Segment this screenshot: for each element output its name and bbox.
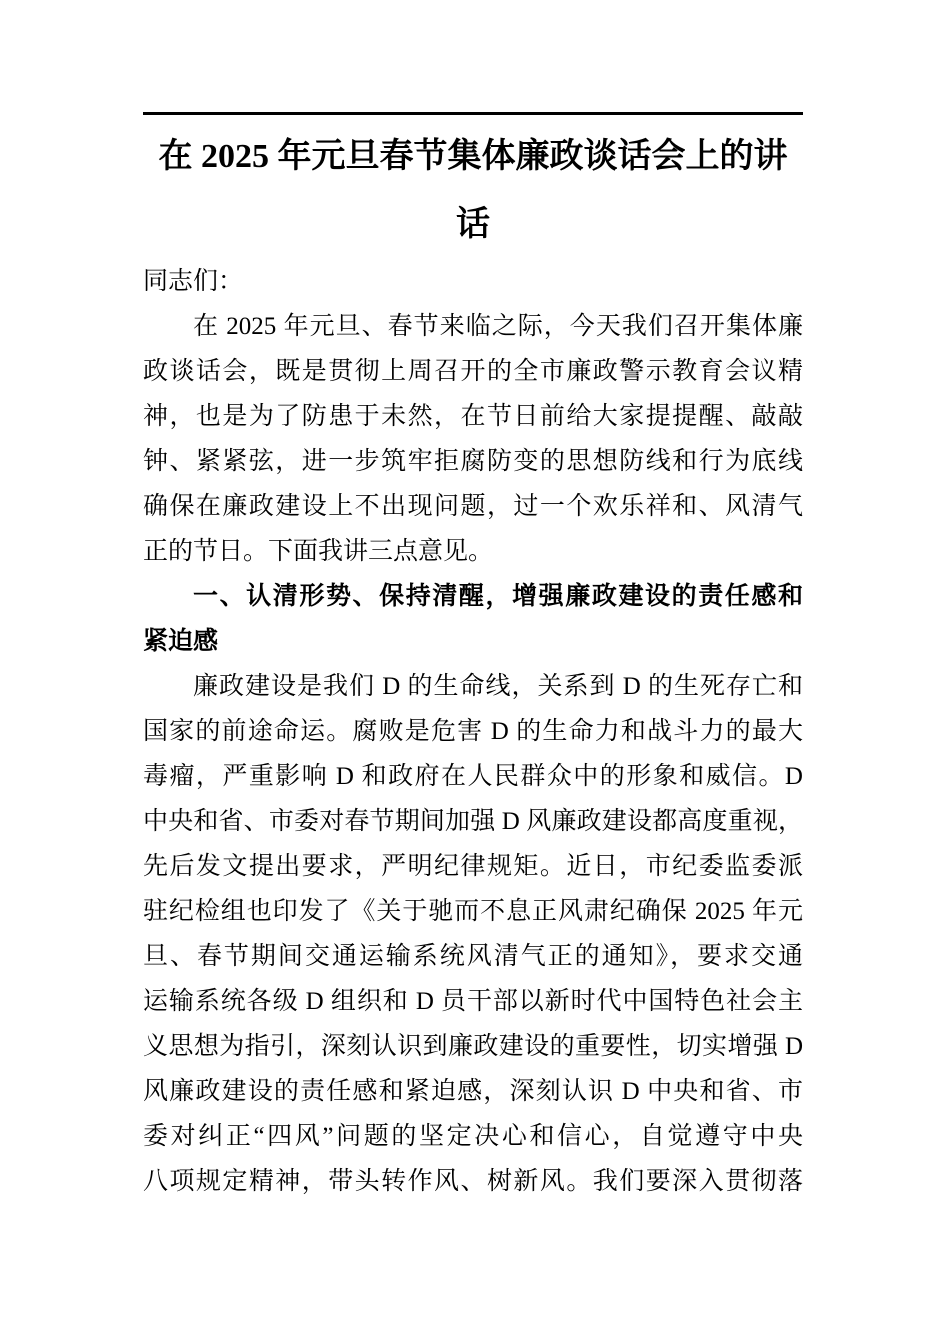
text-line: 政谈话会，既是贯彻上周召开的全市廉政警示教育会议精 [143, 358, 803, 385]
text-line: 驻纪检组也印发了《关于驰而不息正风肃纪确保 2025 年元 [143, 898, 803, 925]
text-line: 毒瘤，严重影响 D 和政府在人民群众中的形象和威信。D [143, 763, 803, 790]
text-line: 中央和省、市委对春节期间加强 D 风廉政建设都高度重视， [143, 808, 803, 835]
text-line: 委对纠正“四风”问题的坚定决心和信心，自觉遵守中央 [143, 1123, 803, 1150]
text-line: 先后发文提出要求，严明纪律规矩。近日，市纪委监委派 [143, 853, 803, 880]
text-line: 义思想为指引，深刻认识到廉政建设的重要性，切实增强 D [143, 1033, 803, 1060]
text-line: 神，也是为了防患于未然，在节日前给大家提提醒、敲敲 [143, 403, 803, 430]
opening-paragraph [143, 304, 803, 574]
text-line: 一、认清形势、保持清醒，增强廉政建设的责任感和 [193, 582, 803, 610]
title-divider-line [143, 112, 803, 115]
text-line: 廉政建设是我们 D 的生命线，关系到 D 的生死存亡和 [193, 673, 803, 700]
document-content [143, 0, 803, 1204]
text-line: 钟、紧紧弦，进一步筑牢拒腐防变的思想防线和行为底线 [143, 448, 803, 475]
text-line: 在 2025 年元旦、春节来临之际，今天我们召开集体廉 [193, 313, 803, 340]
section-1-heading [143, 574, 803, 664]
document-title [143, 123, 803, 259]
text-line: 八项规定精神，带头转作风、树新风。我们要深入贯彻落 [143, 1168, 803, 1195]
text-line: 在 2025 年元旦春节集体廉政谈话会上的讲 [158, 138, 788, 175]
text-line: 确保在廉政建设上不出现问题，过一个欢乐祥和、风清气 [143, 493, 803, 520]
text-line: 国家的前途命运。腐败是危害 D 的生命力和战斗力的最大 [143, 718, 803, 745]
text-line: 运输系统各级 D 组织和 D 员干部以新时代中国特色社会主 [143, 988, 803, 1015]
text-line: 话 [456, 206, 490, 243]
text-line: 正的节日。下面我讲三点意见。 [143, 538, 494, 565]
text-line: 紧迫感 [143, 627, 219, 655]
section-1-paragraph [143, 664, 803, 1204]
salutation: 同志们： [143, 268, 244, 295]
text-line: 旦、春节期间交通运输系统风清气正的通知》，要求交通 [143, 943, 803, 970]
text-line: 风廉政建设的责任感和紧迫感，深刻认识 D 中央和省、市 [143, 1078, 803, 1105]
